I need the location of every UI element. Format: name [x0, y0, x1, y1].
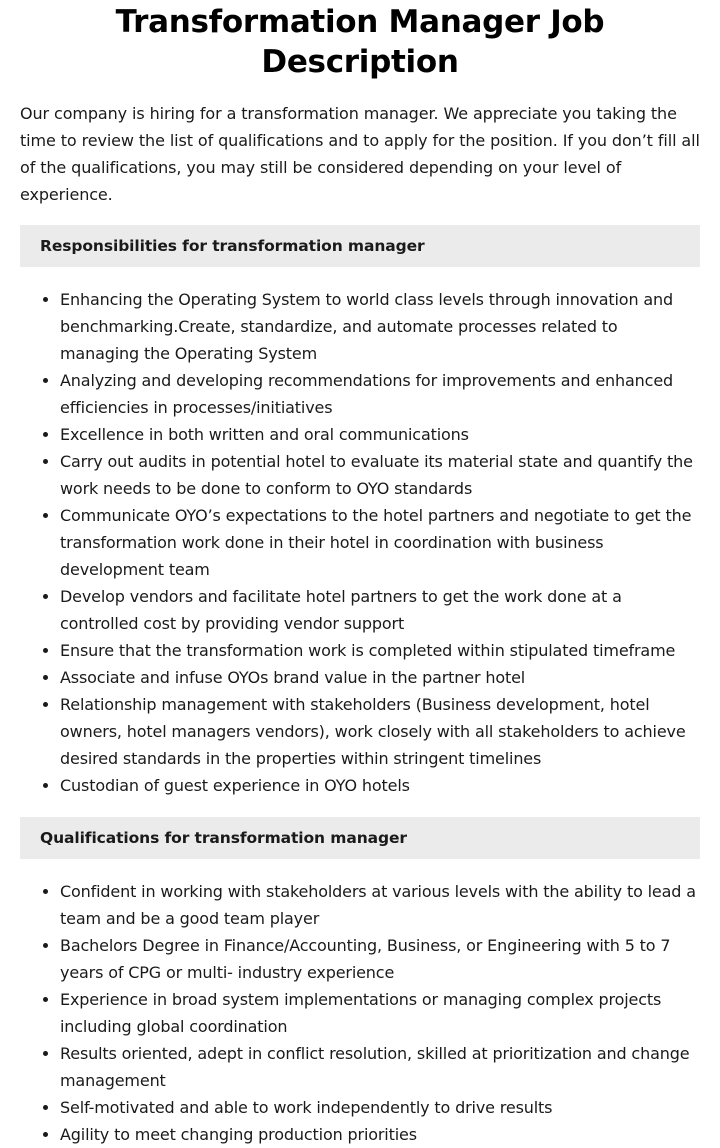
list-item: Develop vendors and facilitate hotel partners to get the work done at a controlled cost by providing vendor support [60, 583, 700, 637]
qualifications-heading: Qualifications for transformation manager [40, 829, 407, 847]
responsibilities-list [20, 286, 700, 799]
responsibilities-header [20, 225, 700, 267]
list-item: Confident in working with stakeholders at various levels with the ability to lead a team and be a good team player [60, 878, 700, 932]
list-item: Self-motivated and able to work independently to drive results [60, 1094, 700, 1121]
qualifications-header [20, 817, 700, 859]
list-item: Associate and infuse OYOs brand value in the partner hotel [60, 664, 700, 691]
list-item: Ensure that the transformation work is completed within stipulated timeframe [60, 637, 700, 664]
list-item: Carry out audits in potential hotel to evaluate its material state and quantify the work needs to be done to conform to OYO standards [60, 448, 700, 502]
intro-paragraph: Our company is hiring for a transformation manager. We appreciate you taking the time to review the list of qualifications and to apply for the position. If you don’t fill all of the qualifications, you may still be considered depending on your level of experience. [20, 104, 700, 204]
list-item: Analyzing and developing recommendations for improvements and enhanced efficiencies in processes/initiatives [60, 367, 700, 421]
responsibilities-heading: Responsibilities for transformation manager [40, 237, 425, 255]
list-item: Communicate OYO’s expectations to the hotel partners and negotiate to get the transformation work done in their hotel in coordination with business development team [60, 502, 700, 583]
list-item: Agility to meet changing production priorities [60, 1121, 700, 1148]
list-item: Results oriented, adept in conflict resolution, skilled at prioritization and change management [60, 1040, 700, 1094]
list-item: Experience in broad system implementations or managing complex projects including global coordination [60, 986, 700, 1040]
list-item: Relationship management with stakeholders (Business development, hotel owners, hotel managers vendors), work closely with all stakeholders to achieve desired standards in the properties within stringent timelines [60, 691, 700, 772]
qualifications-list [20, 878, 700, 1148]
list-item: Custodian of guest experience in OYO hotels [60, 772, 700, 799]
list-item: Enhancing the Operating System to world class levels through innovation and benchmarking.Create, standardize, and automate processes related to managing the Operating System [60, 286, 700, 367]
page-title: Transformation Manager Job Description [115, 4, 605, 80]
list-item: Excellence in both written and oral communications [60, 421, 700, 448]
list-item: Bachelors Degree in Finance/Accounting, Business, or Engineering with 5 to 7 years of CPG or multi- industry experience [60, 932, 700, 986]
